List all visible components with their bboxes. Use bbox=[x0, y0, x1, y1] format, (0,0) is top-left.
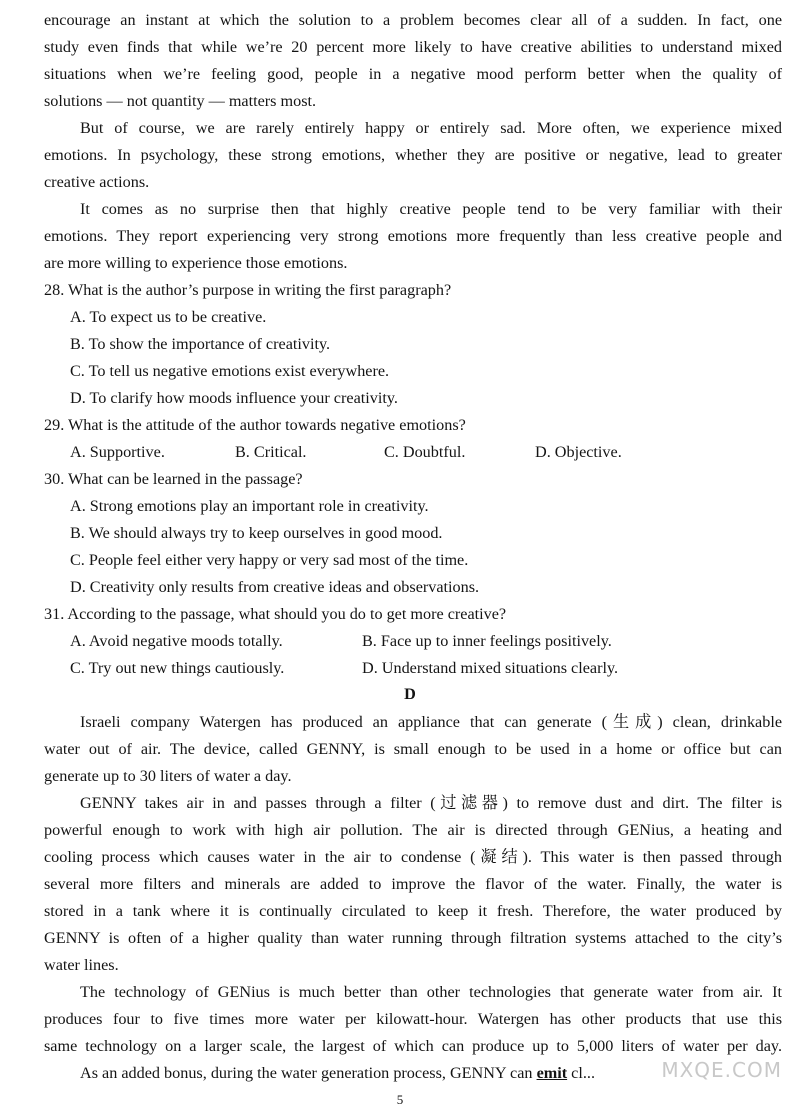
question-30-option-b[interactable]: B. We should always try to keep ourselves in good mood. bbox=[70, 524, 443, 542]
passage-line: stored in a tank where it is continually circulated to keep it fresh. Therefore, the water produced by bbox=[44, 902, 782, 920]
emit-word: emit bbox=[536, 1064, 568, 1082]
passage-line: generate up to 30 liters of water a day. bbox=[44, 767, 292, 785]
question-28-option-b[interactable]: B. To show the importance of creativity. bbox=[70, 335, 331, 353]
question-31-option-b[interactable]: B. Face up to inner feelings positively. bbox=[362, 632, 612, 650]
passage-last-line bbox=[80, 1063, 595, 1083]
passage-line: cooling process which causes water in the air to condense (凝结). This water is then passed through bbox=[44, 848, 782, 866]
passage-line-tail: cl... bbox=[571, 1064, 595, 1082]
question-30-stem: 30. What can be learned in the passage? bbox=[44, 470, 303, 488]
passage-line: emotions. They report experiencing very strong emotions more frequently than less creative people and bbox=[44, 227, 782, 245]
passage-line: situations when we’re feeling good, people in a negative mood perform better when the quality of bbox=[44, 65, 782, 83]
passage-line: water lines. bbox=[44, 956, 119, 974]
question-28-stem: 28. What is the author’s purpose in writing the first paragraph? bbox=[44, 281, 452, 299]
watermark: MXQE.COM bbox=[661, 1058, 782, 1082]
passage-line: It comes as no surprise then that highly creative people tend to be very familiar with their bbox=[80, 200, 782, 218]
page-number: 5 bbox=[396, 1092, 404, 1107]
passage-line: emotions. In psychology, these strong emotions, whether they are positive or negative, lead to greater bbox=[44, 146, 782, 164]
question-29-option-d[interactable]: D. Objective. bbox=[535, 443, 622, 461]
passage-line: same technology on a larger scale, the largest of which can produce up to 5,000 liters of water per day. bbox=[44, 1037, 782, 1055]
passage-line: water out of air. The device, called GENNY, is small enough to be used in a home or office but can bbox=[44, 740, 782, 758]
passage-line: produces four to five times more water per kilowatt-hour. Watergen has other products that use this bbox=[44, 1010, 782, 1028]
question-30-option-d[interactable]: D. Creativity only results from creative ideas and observations. bbox=[70, 578, 480, 596]
passage-line: powerful enough to work with high air pollution. The air is directed through GENius, a heating and bbox=[44, 821, 782, 839]
question-29-option-c[interactable]: C. Doubtful. bbox=[384, 443, 466, 461]
passage-line: The technology of GENius is much better than other technologies that generate water from air. It bbox=[80, 983, 782, 1001]
question-29-stem: 29. What is the attitude of the author towards negative emotions? bbox=[44, 416, 466, 434]
passage-line: GENNY is often of a higher quality than water running through filtration systems attached to the city’s bbox=[44, 929, 782, 947]
passage-line: study even finds that while we’re 20 percent more likely to have creative abilities to understand mixed bbox=[44, 38, 782, 56]
question-28-option-c[interactable]: C. To tell us negative emotions exist everywhere. bbox=[70, 362, 390, 380]
section-d-heading: D bbox=[404, 685, 416, 703]
passage-line: encourage an instant at which the solution to a problem becomes clear all of a sudden. In fact, one bbox=[44, 11, 782, 29]
question-30-option-a[interactable]: A. Strong emotions play an important role in creativity. bbox=[70, 497, 429, 515]
question-29-option-a[interactable]: A. Supportive. bbox=[70, 443, 165, 461]
question-28-option-d[interactable]: D. To clarify how moods influence your creativity. bbox=[70, 389, 398, 407]
passage-line: Israeli company Watergen has produced an appliance that can generate (生成) clean, drinkable bbox=[80, 713, 782, 731]
question-28-option-a[interactable]: A. To expect us to be creative. bbox=[70, 308, 267, 326]
passage-line-text: As an added bonus, during the water generation process, GENNY can bbox=[80, 1064, 533, 1082]
question-31-option-a[interactable]: A. Avoid negative moods totally. bbox=[70, 632, 283, 650]
question-31-option-c[interactable]: C. Try out new things cautiously. bbox=[70, 659, 285, 677]
passage-line: creative actions. bbox=[44, 173, 150, 191]
passage-line: But of course, we are rarely entirely happy or entirely sad. More often, we experience mixed bbox=[80, 119, 782, 137]
passage-line: are more willing to experience those emotions. bbox=[44, 254, 348, 272]
question-30-option-c[interactable]: C. People feel either very happy or very sad most of the time. bbox=[70, 551, 469, 569]
passage-line: several more filters and minerals are added to improve the flavor of the water. Finally, the water is bbox=[44, 875, 782, 893]
passage-line: solutions — not quantity — matters most. bbox=[44, 92, 317, 110]
question-31-option-d[interactable]: D. Understand mixed situations clearly. bbox=[362, 659, 619, 677]
question-31-stem: 31. According to the passage, what should you do to get more creative? bbox=[44, 605, 507, 623]
question-29-option-b[interactable]: B. Critical. bbox=[235, 443, 307, 461]
passage-line: GENNY takes air in and passes through a filter (过滤器) to remove dust and dirt. The filter is bbox=[80, 794, 782, 812]
